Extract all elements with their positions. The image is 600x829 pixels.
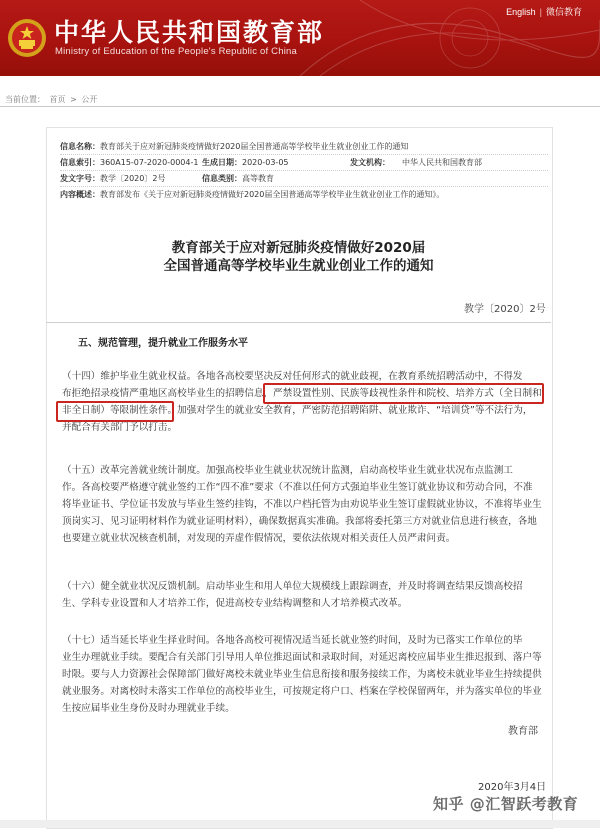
text-line: 生按应届毕业生身份及时办理就业手续。 [62, 703, 235, 714]
document-signer: 教育部 [508, 726, 538, 737]
meta-label: 内容概述： [60, 190, 100, 199]
meta-value: 教育部发布《关于应对新冠肺炎疫情做好2020届全国普通高等学校毕业生就业创业工作的通知》。 [100, 190, 445, 199]
meta-divider [60, 170, 548, 171]
text-line: 并配合有关部门予以打击。 [62, 422, 178, 433]
meta-issuer [350, 157, 482, 170]
meta-label: 信息名称： [60, 142, 100, 151]
text-line: （十四）维护毕业生就业权益。各地各高校要坚决反对任何形式的就业歧视，在教育系统招聘活动中，不得发 [62, 371, 523, 382]
meta-label: 发文机构： [350, 158, 390, 167]
highlight-box [56, 401, 174, 422]
meta-value: 高等教育 [242, 174, 274, 183]
national-emblem-icon[interactable] [7, 18, 47, 58]
text-line: 生、学科专业设置和人才培养工作，促进高校专业结构调整和人才培养模式改革。 [62, 598, 408, 609]
text-line: 也要建立就业状况核查机制，对发现的弄虚作假情况，要依法依规对相关责任人员严肃问责。 [62, 533, 456, 544]
site-header [0, 0, 600, 76]
breadcrumb-section[interactable]: 公开 [81, 95, 98, 104]
mobile-link[interactable]: 微信教育 [545, 7, 582, 17]
text-line: （十五）改革完善就业统计制度。加强高校毕业生就业状况统计监测，启动高校毕业生就业状况布点监测工 [62, 465, 513, 476]
zhihu-watermark: 知乎 @汇智跃考教育 [433, 795, 579, 813]
meta-divider [60, 154, 548, 155]
top-links [502, 5, 586, 18]
breadcrumb-divider [0, 106, 600, 107]
text-line: 时限。要与人力资源社会保障部门做好离校未就业毕业生信息衔接和服务接续工作，为离校未就业毕业生持续提供 [62, 669, 542, 680]
meta-value: 360A15-07-2020-0004-1 [100, 158, 199, 167]
site-title[interactable]: 中华人民共和国教育部 [54, 18, 325, 47]
meta-index [60, 157, 198, 170]
document-title-line1: 教育部关于应对新冠肺炎疫情做好2020届 [171, 240, 426, 256]
text-line: 布拒绝招录疫情严重地区高校毕业生的招聘信息，严禁设置性别、民族等歧视性条件和院校、培养方式（全日制和 [62, 388, 542, 399]
text-line: 业生办理就业手续。要配合有关部门引导用人单位推迟面试和录取时间，对延迟离校应届毕业生推迟报到、落户等 [62, 652, 542, 663]
meta-label: 生成日期： [202, 158, 242, 167]
english-link[interactable]: English [506, 7, 536, 17]
document-title-line2: 全国普通高等学校毕业生就业创业工作的通知 [163, 258, 434, 274]
text-line: 作。各高校要严格遵守就业签约工作“四不准”要求（不准以任何方式强迫毕业生签订就业协议和劳动合同，不准 [62, 482, 533, 493]
breadcrumb-prefix: 当前位置： [5, 95, 45, 104]
breadcrumb [5, 94, 99, 105]
text-line: 顶岗实习、见习证明材料作为就业证明材料），确保数据真实准确。我部将委托第三方对就业信息进行核查，各地 [62, 516, 537, 527]
meta-category [202, 173, 274, 186]
text-line: 将毕业证书、学位证书发放与毕业生签约挂钩，不准以户档托管为由劝说毕业生签订虚假就业协议，不准将毕业生 [62, 499, 542, 510]
site-title-english: Ministry of Education of the People's Republic of China [55, 46, 297, 57]
meta-divider [60, 186, 548, 187]
meta-value: 教育部关于应对新冠肺炎疫情做好2020届全国普通高等学校毕业生就业创业工作的通知 [100, 142, 409, 151]
meta-label: 信息类别： [202, 174, 242, 183]
meta-date [202, 157, 289, 170]
section-divider [46, 322, 551, 323]
breadcrumb-separator: > [70, 95, 77, 104]
meta-value: 教学〔2020〕2号 [100, 174, 166, 183]
meta-value: 中华人民共和国教育部 [402, 158, 482, 167]
meta-label: 发文字号： [60, 174, 100, 183]
link-divider: | [539, 7, 542, 17]
meta-summary [60, 189, 444, 202]
meta-value: 2020-03-05 [242, 158, 289, 167]
text-line: 非全日制）等限制性条件。加强对学生的就业安全教育，严密防范招聘陷阱、就业欺诈、“培训贷”等不法行为， [62, 405, 533, 416]
meta-info-name [60, 141, 408, 154]
text-line: 就业服务。对离校时未落实工作单位的高校毕业生，可按规定将户口、档案在学校保留两年，并为落实单位的毕业 [62, 686, 542, 697]
meta-doc-no [60, 173, 165, 186]
text-line: （十七）适当延长毕业生择业时间。各地各高校可视情况适当延长就业签约时间，及时为已落实工作单位的毕 [62, 635, 523, 646]
highlight-box [263, 383, 544, 404]
document-date: 2020年3月4日 [478, 782, 547, 793]
meta-label: 信息索引： [60, 158, 100, 167]
breadcrumb-home[interactable]: 首页 [49, 95, 66, 104]
bottom-strip [0, 820, 600, 828]
section-heading: 五、规范管理，提升就业工作服务水平 [78, 338, 248, 349]
text-line: （十六）健全就业状况反馈机制。启动毕业生和用人单位大规模线上跟踪调查，并及时将调查结果反馈高校招 [62, 581, 523, 592]
document-number: 教学〔2020〕2号 [464, 304, 546, 315]
